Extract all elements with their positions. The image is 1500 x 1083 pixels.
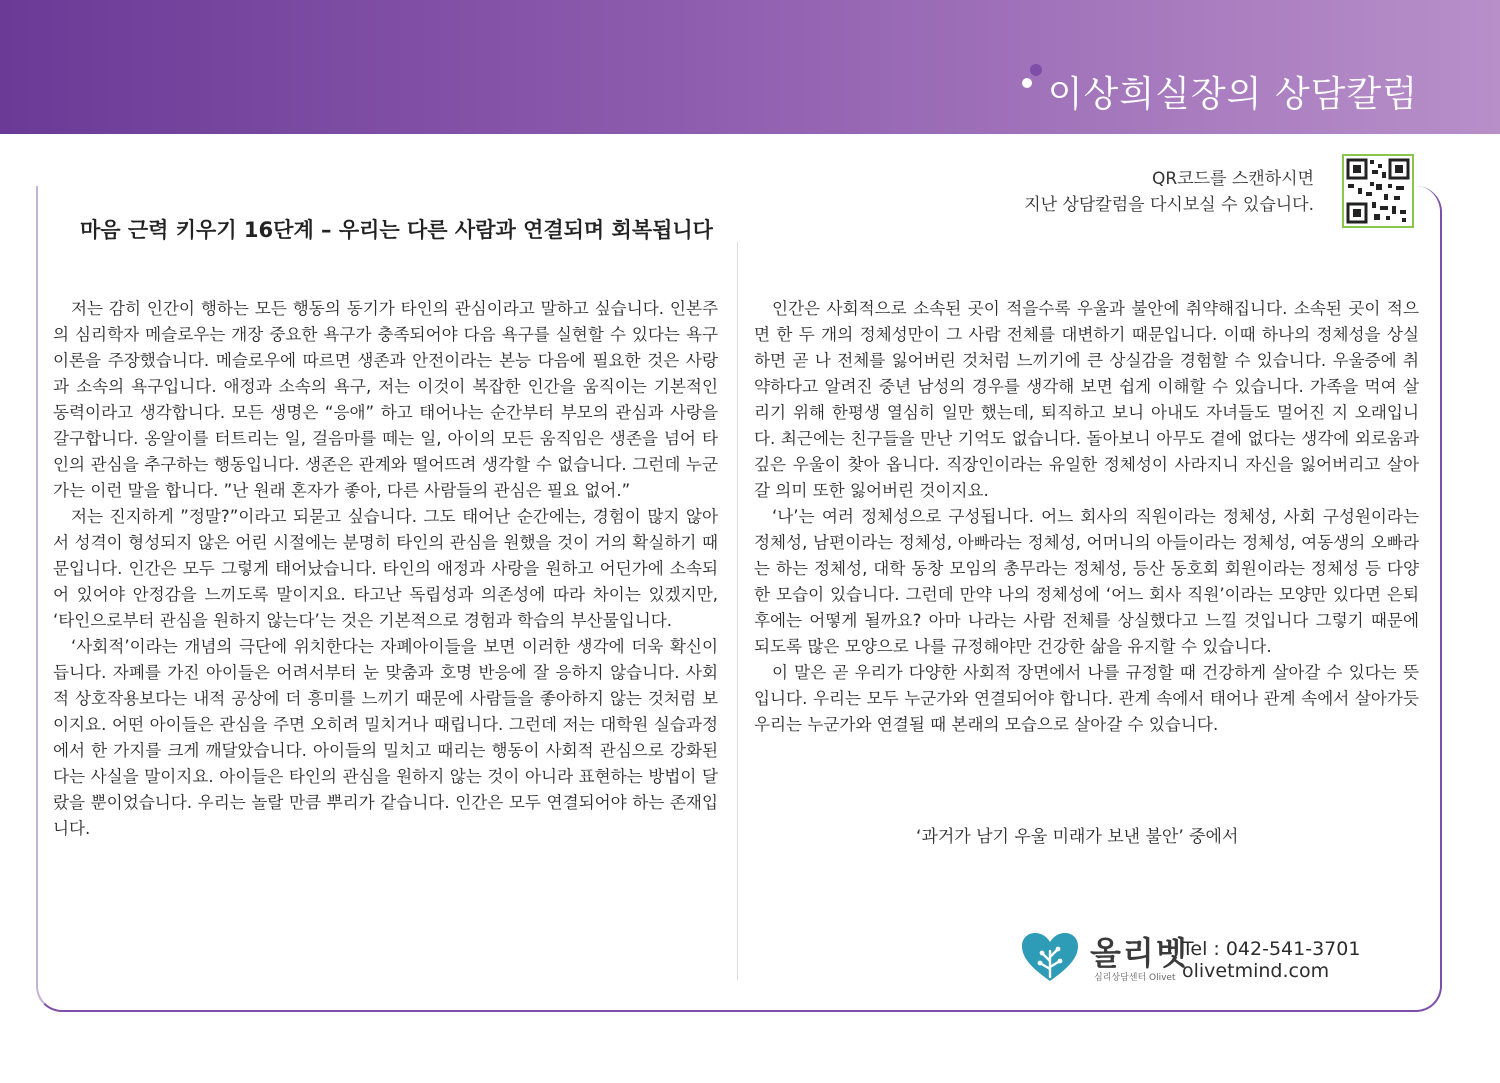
qr-code[interactable] (1342, 154, 1414, 228)
paragraph: ‘사회적’이라는 개념의 극단에 위치한다는 자폐아이들을 보면 이러한 생각에 더욱 확신이 듭니다. 자폐를 가진 아이들은 어려서부터 눈 맞춤과 호명 반응에 잘 응하지 않습니다. 사회적 상호작용보다는 내적 공상에 더 흥미를 느끼기 때문에 사람들을 좋아하지 않는 것처럼 보이지요. 어떤 아이들은 관심을 주면 오히려 밀치거나 때립니다. 그런데 저는 대학원 실습과정에서 한 가지를 크게 깨달았습니다. 아이들의 밀치고 때리는 행동이 사회적 관심으로 강화된다는 사실을 말이지요. 아이들은 타인의 관심을 원하지 않는 것이 아니라 표현하는 방법이 달랐을 뿐이었습니다. 우리는 놀랄 만큼 뿌리가 같습니다. 인간은 모두 연결되어야 하는 존재입니다. (53, 637, 718, 838)
article-headline: 마음 근력 키우기 16단계 – 우리는 다른 사람과 연결되며 회복됩니다 (80, 218, 713, 242)
olivet-logo-icon (1020, 931, 1080, 983)
header-banner (0, 0, 1500, 134)
paragraph: 인간은 사회적으로 소속된 곳이 적을수록 우울과 불안에 취약해집니다. 소속된 곳이 적으면 한 두 개의 정체성만이 그 사람 전체를 대변하기 때문입니다. 이때 하나의 정체성을 상실하면 곧 나 전체를 잃어버린 것처럼 느끼기에 큰 상실감을 경험할 수 있습니다. 우울증에 취약하다고 알려진 중년 남성의 경우를 생각해 보면 쉽게 이해할 수 있습니다. 가족을 먹여 살리기 위해 한평생 열심히 일만 했는데, 퇴직하고 보니 아내도 자녀들도 멀어진 지 오래입니다. 최근에는 친구들을 만난 기억도 없습니다. 돌아보니 아무도 곁에 없다는 생각에 외로움과 깊은 우울이 찾아 옵니다. 직장인이라는 유일한 정체성이 사라지니 자신을 잃어버리고 살아갈 의미 또한 잃어버린 것이지요. (754, 299, 1419, 500)
qr-caption (1024, 166, 1314, 218)
brand-subtitle: 심리상담센터 Olivet (1094, 973, 1176, 983)
article-left-column (53, 296, 718, 842)
column-title: 이상희실장의 상담칼럼 (1048, 66, 1418, 117)
qr-caption-line2: 지난 상담칼럼을 다시보실 수 있습니다. (1024, 195, 1314, 215)
qr-code-icon (1344, 156, 1412, 226)
source-citation: ‘과거가 남기 우울 미래가 보낸 불안’ 중에서 (916, 827, 1239, 847)
brand-name: 올리벳 (1090, 934, 1189, 972)
paragraph: 이 말은 곧 우리가 다양한 사회적 장면에서 나를 규정할 때 건강하게 살아갈 수 있다는 뜻입니다. 우리는 모두 누군가와 연결되어야 합니다. 관계 속에서 태어나 관계 속에서 살아가듯 우리는 누군가와 연결될 때 본래의 모습으로 살아갈 수 있습니다. (754, 663, 1419, 734)
accent-dot-icon (1030, 64, 1042, 76)
bullet-dot-icon (1022, 78, 1032, 88)
contact-info (1182, 938, 1360, 982)
paragraph: 저는 진지하게 ”정말?”이라고 되묻고 싶습니다. 그도 태어난 순간에는, 경험이 많지 않아서 성격이 형성되지 않은 어린 시절에는 분명히 타인의 관심을 원했을 것이 거의 확실하기 때문입니다. 인간은 모두 그렇게 태어났습니다. 타인의 애정과 사랑을 원하고 어딘가에 소속되어 있어야 안정감을 느끼도록 말이지요. 타고난 독립성과 의존성에 따라 차이는 있겠지만, ‘타인으로부터 관심을 원하지 않는다’는 것은 기본적으로 경험과 학습의 부산물입니다. (53, 507, 718, 630)
qr-caption-line1: QR코드를 스캔하시면 (1152, 169, 1314, 189)
article-right-column (754, 296, 1419, 738)
paragraph: 저는 감히 인간이 행하는 모든 행동의 동기가 타인의 관심이라고 말하고 싶습니다. 인본주의 심리학자 메슬로우는 개장 중요한 욕구가 충족되어야 다음 욕구를 실현할 수 있다는 욕구 이론을 주장했습니다. 메슬로우에 따르면 생존과 안전이라는 본능 다음에 필요한 것은 사랑과 소속의 욕구입니다. 애정과 소속의 욕구, 저는 이것이 복잡한 인간을 움직이는 기본적인 동력이라고 생각합니다. 모든 생명은 “응애” 하고 태어나는 순간부터 부모의 관심과 사랑을 갈구합니다. 옹알이를 터트리는 일, 걸음마를 떼는 일, 아이의 모든 움직임은 생존을 넘어 타인의 관심을 추구하는 행동입니다. 생존은 관계와 떨어뜨려 생각할 수 없습니다. 그런데 누군가는 이런 말을 합니다. ”난 원래 혼자가 좋아, 다른 사람들의 관심은 필요 없어.” (53, 299, 718, 500)
website-link[interactable]: olivetmind.com (1182, 960, 1330, 982)
paragraph: ‘나’는 여러 정체성으로 구성됩니다. 어느 회사의 직원이라는 정체성, 사회 구성원이라는 정체성, 남편이라는 정체성, 아빠라는 정체성, 어머니의 아들이라는 정체성, 여동생의 오빠라는 하는 정체성, 대학 동창 모임의 총무라는 정체성, 등산 동호회 회원이라는 정체성 등 다양한 모습이 있습니다. 그런데 만약 나의 정체성에 ‘어느 회사 직원’이라는 모양만 있다면 은퇴 후에는 어떻게 될까요? 아마 나라는 사람 전체를 상실했다고 느낄 것입니다 그렇기 때문에 되도록 많은 모양으로 나를 규정해야만 건강한 삶을 유지할 수 있습니다. (754, 507, 1419, 656)
phone-number: Tel : 042-541-3701 (1182, 938, 1361, 960)
column-divider (737, 242, 738, 980)
